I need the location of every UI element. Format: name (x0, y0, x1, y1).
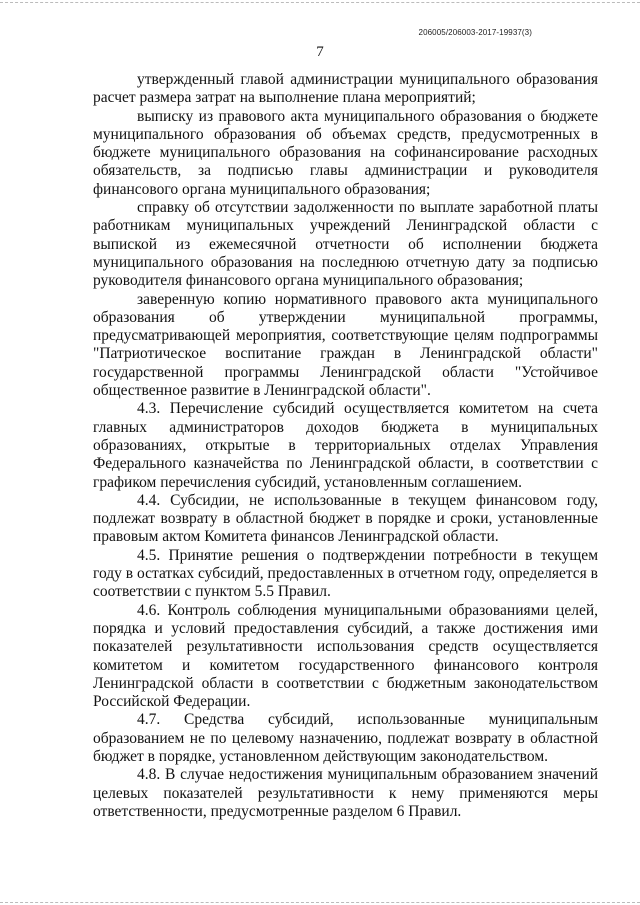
page-number: 7 (316, 44, 324, 60)
paragraph-debt-certificate: справку об отсутствии задолженности по выплате заработной платы работникам муниципальных учреждений Ленинградской области с выпиской из ежемесячной отчетности об исполнении бюджета муниципального образования на последнюю отчетную дату за подписью руководителя финансового органа муниципального образования; (93, 199, 598, 290)
paragraph-4-3: 4.3. Перечисление субсидий осуществляется комитетом на счета главных администраторов доходов бюджета в муниципальных образованиях, открытые в территориальных отделах Управления Федерального казначейства по Ленинградской области, в соответствии с графиком перечисления субсидий, установленным соглашением. (93, 400, 598, 491)
paragraph-4-4: 4.4. Субсидии, не использованные в текущем финансовом году, подлежат возврату в областной бюджет в порядке и сроки, установленные правовым актом Комитета финансов Ленинградской области. (93, 491, 598, 546)
paragraph-4-5: 4.5. Принятие решения о подтверждении потребности в текущем году в остатках субсидий, предоставленных в отчетном году, определяется в соответствии с пунктом 5.5 Правил. (93, 546, 598, 601)
paragraph-program-copy: заверенную копию нормативного правового акта муниципального образования об утверждении муниципальной программы, предусматривающей мероприятия, соответствующие целям подпрограммы "Патриотическое воспитание граждан в Ленинградской области" государственной программы Ленинградской области "Устойчивое общественное развитие в Ленинградской области". (93, 290, 598, 400)
top-scan-edge (0, 2, 640, 3)
paragraph-4-8: 4.8. В случае недостижения муниципальным образованием значений целевых показателей результативности к нему применяются меры ответственности, предусмотренные разделом 6 Правил. (93, 766, 598, 820)
document-body (93, 71, 598, 821)
paragraph-4-7: 4.7. Средства субсидий, использованные муниципальным образованием не по целевому назначению, подлежат возврату в областной бюджет в порядке, установленном действующим законодательством. (93, 711, 598, 765)
paragraph-budget-extract: выписку из правового акта муниципального образования о бюджете муниципального образования об объемах средств, предусмотренных в бюджете муниципального образования на софинансирование расходных обязательств, за подписью главы администрации и руководителя финансового органа муниципального образования; (93, 107, 598, 198)
document-id: 206005/206003-2017-19937(3) (418, 28, 532, 37)
paragraph-calculation: утвержденный главой администрации муниципального образования расчет размера затрат на выполнение плана мероприятий; (93, 71, 598, 107)
paragraph-4-6: 4.6. Контроль соблюдения муниципальными образованиями целей, порядка и условий предоставления субсидий, а также достижения ими показателей результативности использования средств осуществляется комитетом и комитетом государственного финансового контроля Ленинградской области в соответствии с бюджетным законодательством Российской Федерации. (93, 601, 598, 711)
bottom-scan-edge (0, 902, 640, 903)
